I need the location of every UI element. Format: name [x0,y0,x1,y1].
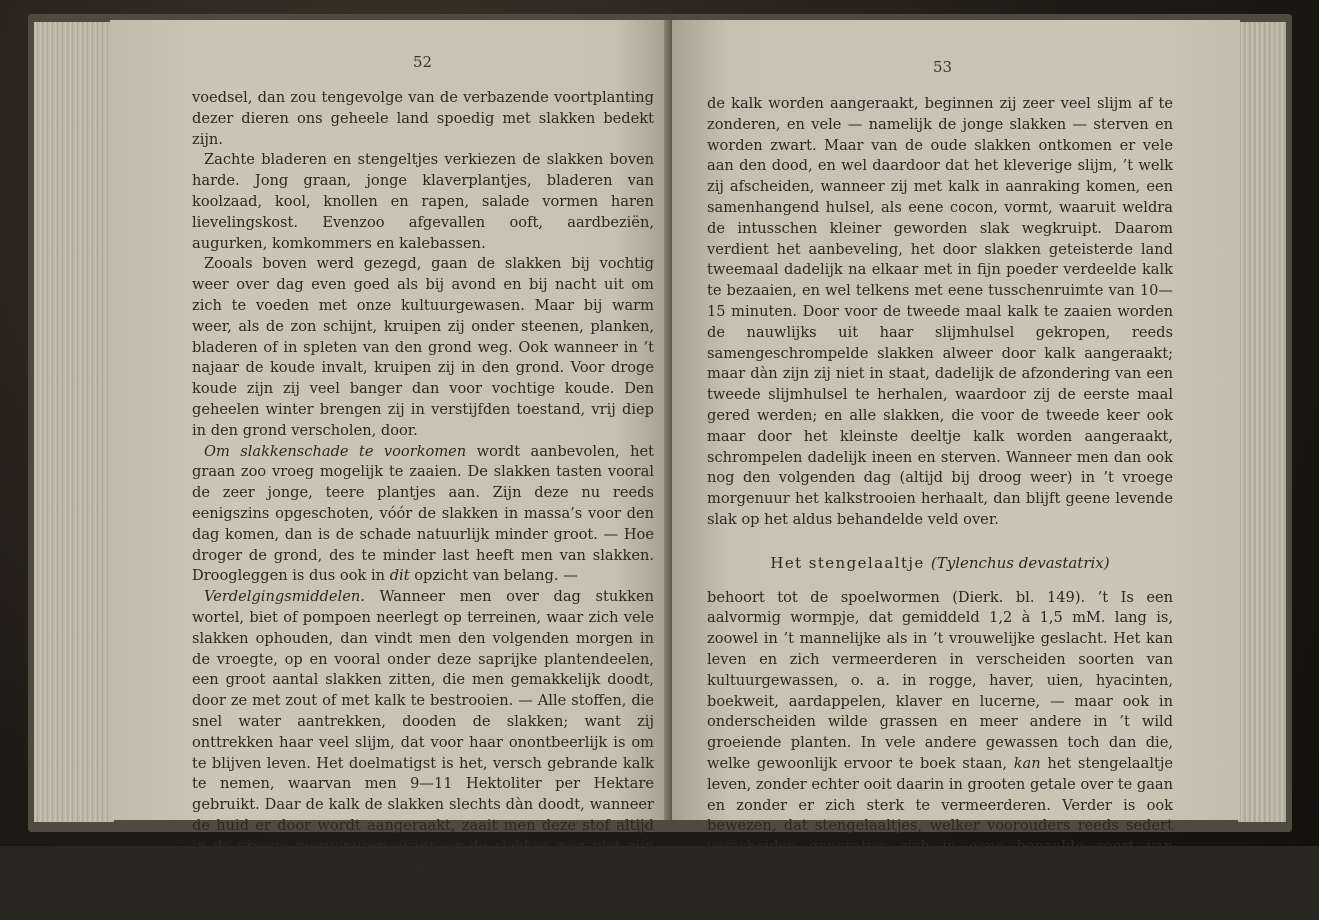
paragraph-text: wordt aanbevolen, het graan zoo vroeg mogelijk te zaaien. De slakken tasten vooral de zeer jonge, teere plantjes aan. Zijn deze nu reeds eenigszins opgeschoten, vóór de slakken in massa’s voor den dag komen, dan is de schade natuurlijk minder groot. — Hoe droger de grond, des te minder last heeft men van slakken. Droogleggen is dus ook in [192,442,654,585]
paragraph-text: opzicht van belang. — [409,567,578,585]
paragraph: Zachte bladeren en stengeltjes verkiezen de slakken boven harde. Jong graan, jonge klaverplantjes, bladeren van koolzaad, kool, knollen en rapen, salade vormen haren lievelingskost. Evenzoo afgevallen ooft, aardbeziën, augurken, komkommers en kalebassen. [192,151,654,252]
page-number-right: 53 [933,58,953,76]
paragraph-lead: Om slakkenschade te voorkomen [204,442,467,460]
paragraph-text: Wanneer men over dag stukken wortel, biet of pompoen neerlegt op terreinen, waar zich vele slakken ophouden, dan vindt men den volgenden morgen in de vroegte, op en vooral onder deze saprijke plantendeelen, een groot aantal slakken zitten, die men gemakkelijk doodt, door ze met zout of met kalk te bestrooien. — Alle stoffen, die snel water aantrekken, dooden de slakken; want zij onttrekken haar veel slijm, dat voor haar onontbeerlijk is om te blijven leven. Het doelmatigst is het, versch gebrande kalk te nemen, waarvan men 9—11 Hektoliter per Hektare gebruikt. Daar de kalk de slakken slechts dàn doodt, wanneer de huid er door wordt aangeraakt, zaait men deze stof altijd in de vroege morgenuren, wanneer de slakken nog niet zijn weggekropen, niet later dan 8 uur in den morgen, en natuurlijk niet anders dan bij droog weer. Zoodra de slakken door [192,588,654,918]
page-number-left: 52 [413,53,433,71]
paragraph: voedsel, dan zou tengevolge van de verbazende voortplanting dezer dieren ons geheele land spoedig met slakken bedekt zijn. [192,89,654,148]
heading-text: Het stengelaaltje [770,553,925,572]
paragraph [192,587,654,920]
paragraph [192,442,654,588]
page-edges-left [34,22,114,822]
emphasis: dit [389,567,410,585]
emphasis: kan [1013,754,1041,772]
paragraph-lead: Verdelgingsmiddelen. [204,588,365,606]
paragraph-text: behoort tot de spoelwormen (Dierk. bl. 149). ’t Is een aalvormig wormpje, dat gemiddeld 1,2 à 1,5 mM. lang is, zoowel in ’t mannelijke als in ’t vrouwelijke geslacht. Het kan leven en zich vermeerderen in verscheiden soorten van kultuurgewassen, o. a. in rogge, haver, uien, hyacinten, boekweit, aardappelen, klaver en lucerne, — maar ook in onderscheiden wilde grassen en meer andere in ’t wild groeiende planten. In vele andere gewassen toch dan die, welke gewoonlijk ervoor te boek staan, [707,588,1173,772]
paragraph: Zooals boven werd gezegd, gaan de slakken bij vochtig weer over dag even goed als bij avond en bij nacht uit om zich te voeden met onze kultuurgewasen. Maar bij warm weer, als de zon schijnt, kruipen zij onder steenen, planken, bladeren of in spleten van den grond weg. Ook wanneer in ’t najaar de koude invalt, kruipen zij in den grond. Voor droge koude zijn zij veel banger dan voor vochtige koude. Den geheelen winter brengen zij in verstijfden toestand, vrij diep in den grond verscholen, door. [192,255,654,439]
right-page [672,20,1240,876]
left-page [110,20,670,918]
paragraph-text: het stengelaaltje leven, zonder echter ooit daarin in grooten getale over te gaan en zonder er zich sterk te vermeerderen. Verder is ook bewezen, dat stengelaaltjes, welker voorouders reeds sedert verscheiden generaties zich in eene bepaalde soort van planten [707,754,1174,876]
paragraph [707,588,1173,879]
section-heading [707,553,1173,574]
heading-latin: (Tylenchus devastatrix) [930,553,1110,572]
right-page-text [707,94,1173,879]
left-page-text [192,88,654,920]
page-edges-right [1238,22,1286,822]
paragraph: de kalk worden aangeraakt, beginnen zij zeer veel slijm af te zonderen, en vele — namelijk de jonge slakken — sterven en worden zwart. Maar van de oude slakken ontkomen er vele aan den dood, en wel daardoor dat het kleverige slijm, ’t welk zij afscheiden, wanneer zij met kalk in aanraking komen, een samenhangend hulsel, als eene cocon, vormt, waaruit weldra de intusschen kleiner geworden slak wegkruipt. Daarom verdient het aanbeveling, het door slakken geteisterde land tweemaal dadelijk na elkaar met in fijn poeder verdeelde kalk te bezaaien, en wel telkens met eene tusschenruimte van 10—15 minuten. Door voor de tweede maal kalk te zaaien worden de nauwlijks uit haar slijmhulsel gekropen, reeds samengeschrompelde slakken alweer door kalk aangeraakt; maar dàn zijn zij niet in staat, dadelijk de afzondering van een tweede slijmhulsel te herhalen, waardoor zij de eerste maal gered werden; en alle slakken, die voor de tweede keer ook maar door het kleinste deeltje kalk worden aangeraakt, schrompelen dadelijk ineen en sterven. Wanneer men dan ook nog den volgenden dag (altijd bij droog weer) in ’t vroege morgenuur het kalkstrooien herhaalt, dan blijft geene levende slak op het aldus behandelde veld over. [707,95,1173,528]
